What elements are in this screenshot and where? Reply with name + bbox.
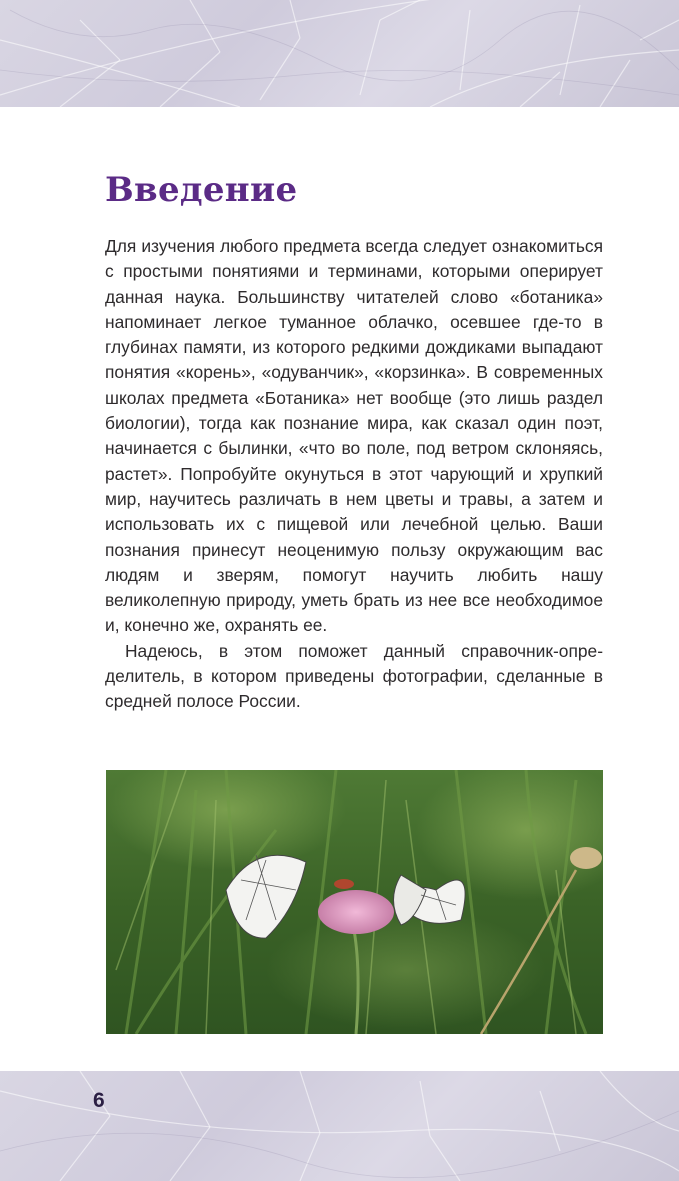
body-text: [105, 234, 603, 715]
page-number: 6: [93, 1089, 105, 1112]
header-decorative-band: [0, 0, 679, 107]
footer-decorative-band: [0, 1071, 679, 1181]
page-title: Введение: [105, 170, 298, 210]
leaf-texture: [0, 1071, 679, 1181]
paragraph: Для изучения любого предмета всегда следует ознакомиться с простыми понятиями и терминами, которыми оперирует данная наука. Большинству читателей слово «ботаника» напоминает легкое туманное облачко, осевшее где-то в глубинах памяти, из которого редкими дождиками выпадают понятия «корень», «одуванчик», «корзинка». В современных школах предмета «Ботаника» нет вообще (это лишь раздел биологии), тогда как познание мира, как сказал один поэт, начинается с былинки, «что во поле, под ветром склоняясь, растет». Попробуйте окунуться в этот чарующий и хрупкий мир, научитесь различать в нем цветы и травы, а затем и использовать их с пищевой или лечебной целью. Ваши познания принесут неоценимую пользу окружающим вас людям и зверям, помогут научить любить нашу великолепную природу, уметь брать из нее все необходимое и, конечно же, охранять ее.: [105, 236, 603, 636]
paragraph: Надеюсь, в этом поможет данный справочник-определитель, в котором приведены фотографии, сделанные в средней полосе России.: [105, 640, 603, 712]
leaf-texture: [0, 0, 679, 107]
butterflies-on-flower-photo: [106, 770, 603, 1034]
